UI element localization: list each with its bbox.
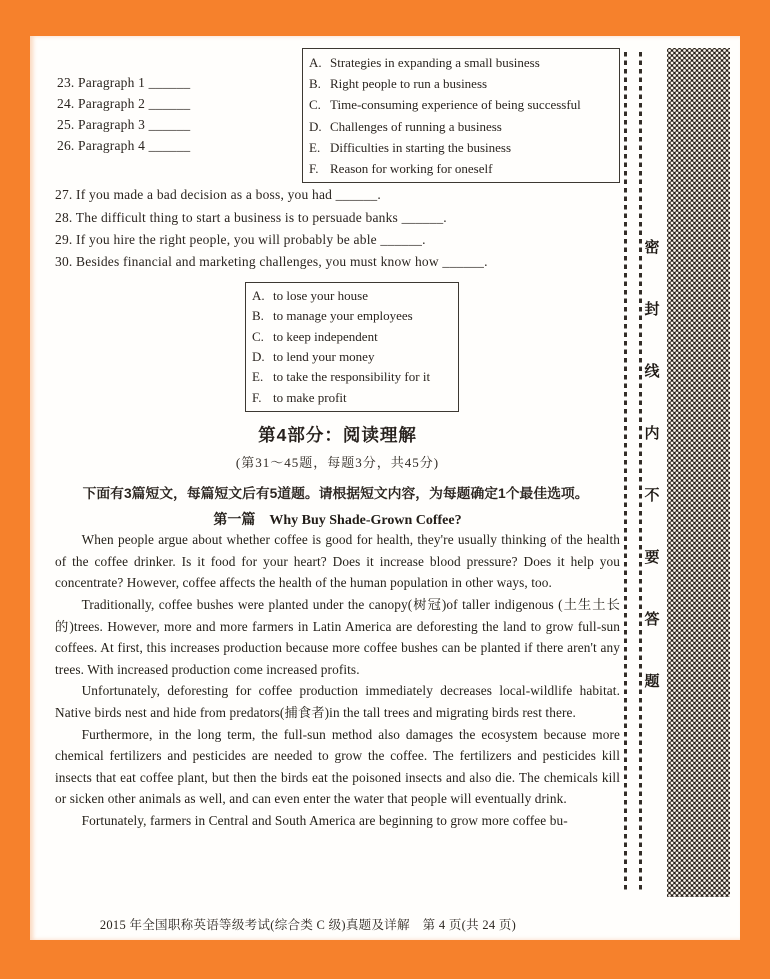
option-letter: D.: [309, 118, 322, 134]
option-letter: F.: [252, 389, 262, 405]
seal-char: 内: [644, 426, 660, 442]
section-4-title: 第4部分：阅读理解: [258, 425, 417, 446]
seal-char: 不: [644, 488, 660, 504]
passage-paragraph-2: Traditionally, coffee bushes were planted under the canopy(树冠)of taller indigenous (土生土长的)trees. However, more and more farmers in Latin America are deforesting the land to grow full-sun coffees. At first, this increases production because more coffee bushes can be planted if there aren't any trees. With increased production come increased profits.: [55, 597, 620, 677]
option-text: to lend your money: [273, 349, 375, 365]
option-text: to make profit: [273, 389, 347, 405]
option-letter: E.: [309, 139, 321, 155]
option-c: [309, 94, 617, 115]
question-29: 29. If you hire the right people, you will probably be able ______.: [55, 232, 426, 248]
passage-paragraph-4: Furthermore, in the long term, the full-sun method also damages the ecosystem because more chemical fertilizers and pesticides are needed to grow the coffee. The fertilizers and pesticides kill insects that eat coffee plant, but then the birds eat the poisoned insects and also die. The chemicals kill or sicken other animals as well, and can even enter the water that people will eventually drink.: [55, 726, 620, 807]
option-text: Reason for working for oneself: [330, 161, 493, 177]
seal-dashed-line-outer: [624, 52, 627, 893]
exam-paper-page: [30, 36, 740, 940]
matching-section-23-26: [55, 48, 620, 183]
option-text: to manage your employees: [273, 308, 413, 324]
section-4-instructions: 下面有3篇短文，每篇短文后有5道题。请根据短文内容，为每题确定1个最佳选项。: [82, 486, 589, 502]
seal-char: 封: [644, 302, 660, 318]
option-letter: B.: [252, 308, 264, 324]
option-text: to lose your house: [273, 287, 368, 303]
option-text: Right people to run a business: [330, 76, 488, 92]
passage-paragraph-1: When people argue about whether coffee is good for health, they're usually thinking of the health of the coffee drinker. Is it food for your heart? Does it increase blood pressure? Does it help you concentrate? However, coffee affects the health of the human population in other ways, too.: [55, 532, 620, 591]
completion-questions-27-30: [55, 184, 620, 274]
paragraph-match-questions: [55, 72, 190, 183]
option-text: Difficulties in starting the business: [330, 139, 512, 155]
option-d: [309, 116, 617, 137]
seal-line-vertical-text: [641, 241, 663, 690]
option-letter: A.: [252, 287, 265, 303]
option-f: [309, 158, 617, 179]
option-letter: C.: [252, 328, 264, 344]
seal-char: 答: [644, 612, 660, 628]
question-27: 27. If you made a bad decision as a boss, you had ______.: [55, 187, 381, 203]
option-letter: A.: [309, 55, 322, 70]
option-letter: C.: [309, 97, 321, 113]
option-letter: B.: [309, 76, 321, 92]
passage-body: [55, 529, 620, 831]
options-box-paragraph-headings: [302, 48, 620, 183]
passage-paragraph-5-truncated: Fortunately, farmers in Central and South America are beginning to grow more coffee bu-: [81, 813, 568, 828]
question-26: 26. Paragraph 4 ______: [57, 138, 191, 153]
seal-char: 题: [644, 674, 660, 690]
question-28: 28. The difficult thing to start a business is to persuade banks ______.: [55, 209, 447, 225]
question-30: 30. Besides financial and marketing challenges, you must know how ______.: [55, 254, 488, 270]
seal-char: 要: [644, 550, 660, 566]
option-letter: D.: [252, 349, 265, 365]
passage-1-title: 第一篇 Why Buy Shade-Grown Coffee?: [213, 513, 462, 529]
options-box-sentence-endings: [245, 282, 459, 412]
option-text: Strategies in expanding a small business: [330, 55, 540, 70]
option-text: to keep independent: [273, 328, 378, 344]
passage-paragraph-3: Unfortunately, deforesting for coffee production immediately decreases local-wildlife habitat. Native birds nest and hide from predators(捕食者)in the tall trees and migrating birds rest there.: [55, 683, 620, 721]
section-4-scoring-note: (第31～45题，每题3分，共45分): [235, 455, 440, 471]
main-content-column: [55, 36, 620, 832]
seal-char: 线: [644, 364, 660, 380]
option-a: [252, 286, 456, 306]
option-letter: F.: [309, 161, 319, 177]
option-text: Challenges of running a business: [330, 118, 502, 134]
option-f: [252, 388, 456, 408]
security-crosshatch-band: [667, 48, 730, 897]
option-c: [252, 327, 456, 347]
option-d: [252, 347, 456, 367]
option-a: [309, 52, 617, 73]
option-e: [309, 137, 617, 158]
seal-char: 密: [644, 240, 660, 256]
question-25: 25. Paragraph 3 ______: [57, 117, 191, 132]
question-23: 23. Paragraph 1 ______: [57, 75, 191, 90]
option-text: Time-consuming experience of being successful: [330, 97, 581, 113]
option-b: [309, 73, 617, 94]
option-e: [252, 367, 456, 387]
option-b: [252, 306, 456, 326]
option-letter: E.: [252, 369, 264, 385]
option-text: to take the responsibility for it: [273, 369, 431, 385]
question-24: 24. Paragraph 2 ______: [57, 96, 191, 111]
page-footer: 2015 年全国职称英语等级考试(综合类 C 级)真题及详解 第 4 页(共 24 页): [99, 918, 517, 932]
